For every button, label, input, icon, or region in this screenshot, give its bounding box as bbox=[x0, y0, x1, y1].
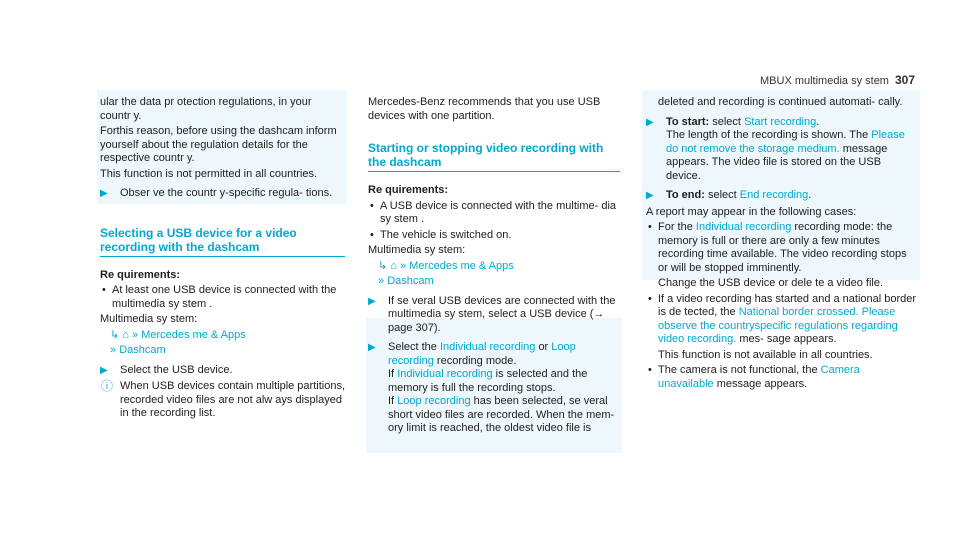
path-arrow-icon: ↳ bbox=[378, 259, 388, 272]
step-text: or bbox=[538, 341, 549, 353]
option-link[interactable]: Individual recording bbox=[695, 221, 792, 233]
step-text: Obser ve the countr y-specific regula‐ tions. bbox=[120, 187, 333, 199]
option-link[interactable]: Start recording bbox=[744, 115, 817, 128]
step-arrow-icon: ▶ bbox=[368, 342, 376, 353]
double-chevron-icon: » bbox=[132, 328, 139, 341]
path-item[interactable]: Dashcam bbox=[387, 275, 434, 287]
page-number: 307 bbox=[894, 73, 916, 87]
step: ▶ To start: select Start recording. The length of the recording is shown. The Please do not remove the storage medium. message appears. The video file is stored on the USB device. bbox=[646, 115, 905, 182]
step-text: If bbox=[388, 395, 395, 407]
option-link[interactable]: Loop recording bbox=[388, 341, 576, 367]
header-title: MBUX multimedia sy stem bbox=[760, 75, 889, 87]
section-heading: Selecting a USB device for a video recording with the dashcam bbox=[100, 226, 345, 257]
step bbox=[100, 187, 345, 201]
path-item[interactable]: Mercedes me & Apps bbox=[409, 259, 514, 272]
paragraph: This function is not permitted in all countries. bbox=[100, 167, 318, 180]
step bbox=[368, 341, 620, 436]
list-text: mes‐ sage appears. bbox=[739, 333, 837, 345]
step-text: message appears. The video file is stored on the USB device. bbox=[666, 142, 888, 182]
step-text: is selected and the memory is full the recording stops. bbox=[388, 368, 588, 394]
path-item[interactable]: Mercedes me & Apps bbox=[141, 328, 246, 341]
option-link[interactable]: Individual recording bbox=[397, 368, 493, 380]
step-arrow-icon: ▶ bbox=[368, 295, 376, 307]
step-arrow-icon: ▶ bbox=[100, 188, 108, 199]
list-text: message appears. bbox=[716, 377, 808, 390]
double-chevron-icon: » bbox=[400, 259, 407, 272]
step-text: If se veral USB devices are connected with the multimedia sy stem, select a USB device (→ page 307). bbox=[388, 294, 616, 334]
step-label: To start: bbox=[666, 115, 710, 128]
step-text: If bbox=[388, 368, 395, 380]
message-text: Camera unavailable bbox=[658, 364, 860, 390]
section-heading: Starting or stopping video recording with the dashcam bbox=[368, 141, 620, 172]
step-text: Select the USB device. bbox=[120, 363, 233, 376]
paragraph: This function is not available in all countries. bbox=[658, 348, 873, 361]
menu-path bbox=[368, 260, 620, 274]
column-3 bbox=[646, 96, 918, 393]
list-text: recording mode: the memory is full or there are only a few minutes recording time available. The video recording stops or will be stopped imminently. bbox=[658, 221, 907, 274]
double-chevron-icon: » bbox=[110, 344, 117, 356]
path-item[interactable]: Dashcam bbox=[119, 344, 166, 356]
paragraph: ular the data pr otection regulations, in your countr y. bbox=[100, 96, 312, 122]
list-text: If a video recording has started and a national border is de tected, the bbox=[658, 292, 917, 318]
requirement-item: • At least one USB device is connected with the multimedia sy stem . bbox=[100, 284, 345, 311]
list-text: The camera is not functional, the bbox=[658, 364, 818, 376]
info-icon: ⓘ bbox=[101, 379, 114, 393]
menu-path bbox=[100, 344, 345, 358]
paragraph: Forthis reason, before using the dashcam inform yourself about the regulation details for the respective countr y. bbox=[100, 125, 337, 164]
list-text: For the bbox=[658, 221, 693, 233]
step-text: has been selected, se veral short video files are recorded. When the mem‐ ory limit is reached, the oldest video file is bbox=[388, 395, 615, 434]
step: ▶ To end: select End recording. bbox=[646, 189, 812, 201]
list-item bbox=[646, 364, 918, 391]
paragraph: Change the USB device or dele te a video file. bbox=[658, 277, 884, 289]
option-link[interactable]: Loop recording bbox=[397, 395, 471, 407]
step-arrow-icon: ▶ bbox=[646, 190, 654, 201]
step-text: select bbox=[712, 115, 741, 128]
message-text: Please do not remove the storage medium. bbox=[666, 129, 905, 155]
menu-path bbox=[100, 329, 345, 343]
column-1 bbox=[100, 96, 345, 423]
requirements-label: Re quirements: bbox=[100, 268, 181, 281]
path-label: Multimedia sy stem: bbox=[368, 244, 466, 256]
requirement-item: • The vehicle is switched on. bbox=[368, 229, 620, 243]
path-arrow-icon: ↳ bbox=[110, 328, 120, 341]
option-link[interactable]: End recording bbox=[739, 189, 809, 201]
step-text: recording mode. bbox=[436, 354, 517, 367]
home-icon: ⌂ bbox=[390, 259, 397, 272]
paragraph: deleted and recording is continued automati‐ cally. bbox=[658, 96, 903, 108]
option-link[interactable]: Individual recording bbox=[439, 341, 536, 353]
note-text: When USB devices contain multiple partitions, recorded video files are not alw ays displayed in the recording list. bbox=[120, 380, 345, 419]
step-label: To end: bbox=[666, 189, 705, 201]
list-item bbox=[646, 293, 918, 347]
step-arrow-icon: ▶ bbox=[100, 364, 108, 376]
double-chevron-icon: » bbox=[378, 275, 385, 287]
column-2 bbox=[368, 96, 620, 439]
step-text: select bbox=[707, 189, 737, 201]
page-header bbox=[760, 73, 925, 87]
requirements-label: Re quirements: bbox=[368, 184, 449, 196]
step-text: Select the bbox=[388, 341, 437, 353]
note bbox=[100, 380, 345, 421]
home-icon: ⌂ bbox=[122, 328, 129, 341]
paragraph: Mercedes-Benz recommends that you use USB devices with one partition. bbox=[368, 96, 601, 122]
step bbox=[100, 364, 345, 378]
step bbox=[368, 295, 620, 336]
list-item bbox=[646, 221, 918, 275]
step-text: The length of the recording is shown. The bbox=[666, 129, 869, 141]
message-text: National border crossed. Please observe the countryspecific regulations regarding video recording. bbox=[658, 306, 898, 345]
menu-path bbox=[368, 275, 620, 289]
path-label: Multimedia sy stem: bbox=[100, 313, 198, 325]
step-arrow-icon: ▶ bbox=[646, 116, 654, 128]
paragraph: A report may appear in the following cases: bbox=[646, 205, 857, 218]
requirement-item: • A USB device is connected with the multime‐ dia sy stem . bbox=[368, 200, 620, 227]
